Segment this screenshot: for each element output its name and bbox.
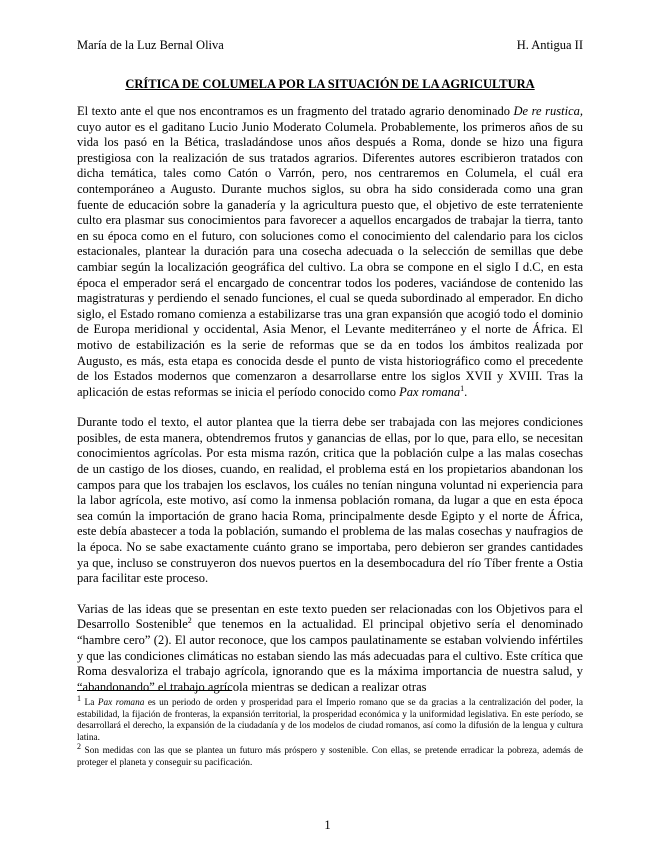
footnote-2 bbox=[77, 741, 583, 769]
paragraph-3-text-a: Varias de las ideas que se presentan en este texto pueden ser relacionadas con los Objetivos para el Desarrollo Sostenible bbox=[77, 601, 583, 632]
page-header bbox=[77, 38, 583, 53]
paragraph-2: Durante todo el texto, el autor plantea que la tierra debe ser trabajada con las mejores condiciones posibles, de esta manera, obtendremos frutos y ganancias de ellas, por lo que, para ello, se necesitan conocimientos agrícolas. Por esta misma razón, critica que la población culpe a las malas cosechas de un castigo de los dioses, cuando, en realidad, el problema está en los propietarios abandonan los campos para que los trabajen los esclavos, los cuáles no tenían ninguna voluntad ni experiencia para la labor agrícola, este motivo, así como la inmensa población romana, da lugar a que en esta época sea común la importación de grano hacia Roma, principalmente desde Egipto y el norte de África, este debía abastecer a toda la población, sumando el problema de las malas cosechas y naufragios de la época. No se sabe exactamente cuánto grano se importaba, pero debieron ser grandes cantidades ya que, incluso se construyeron dos nuevos puertos en la desembocadura del río Tíber frente a Ostia para facilitar este proceso. bbox=[77, 415, 583, 586]
document-title: CRÍTICA DE COLUMELA POR LA SITUACIÓN DE LA AGRICULTURA bbox=[125, 77, 535, 91]
paragraph-3-text-b: que tenemos en la actualidad. El principal objetivo sería el denominado “hambre cero” (2). El autor reconoce, que los campos paulatinamente se estaban volviendo infértiles y que las condiciones climáticas no estaban siendo las más adecuadas para el cultivo. Este crítica que Roma desvaloriza el trabajo agrícola, ignorando que es la máxima importancia de nuestra salud, y “abandonando” el trabajo agrícola mientras se dedican a realizar otras bbox=[77, 617, 584, 694]
page-number: 1 bbox=[324, 818, 331, 832]
footnotes bbox=[77, 693, 583, 771]
footnote-1-number: 1 bbox=[77, 693, 81, 703]
header-course: H. Antigua II bbox=[516, 38, 583, 52]
footnote-1-text-a: La bbox=[81, 698, 98, 708]
footnote-2-text: Son medidas con las que se plantea un futuro más próspero y sostenible. Con ellas, se pretende erradicar la pobreza, además de proteger el planeta y conseguir su pacificación. bbox=[77, 746, 583, 768]
footnote-1 bbox=[77, 693, 583, 744]
footnote-2-number: 2 bbox=[77, 741, 81, 751]
footnote-1-text-b: es un periodo de orden y prosperidad para el Imperio romano que se da gracias a la centralización del poder, la estabilidad, la fijación de fronteras, la expansión territorial, la prosperidad económica y la uniformidad legislativa. En este período, se desarrollará el derecho, la expansión de la ciudadanía y de los modelos de ciudad romanos, así como la difusión de la lengua y cultura latina. bbox=[77, 698, 583, 743]
work-title: De re rustica, bbox=[513, 104, 583, 118]
pax-romana-term: Pax romana bbox=[399, 384, 461, 399]
paragraph-3 bbox=[77, 602, 583, 696]
paragraph-1 bbox=[77, 104, 583, 400]
paragraph-1-text-a: El texto ante el que nos encontramos es un fragmento del tratado agrario denominado bbox=[77, 104, 514, 118]
paragraph-1-text-c: . bbox=[464, 384, 468, 399]
paragraph-1-text-b: cuyo autor es el gaditano Lucio Junio Moderato Columela. Probablemente, los primeros años de su vida los pasó en la Bética, trasladándose unos años después a Roma, donde se hizo una figura prestigiosa con la realización de sus tratados agrarios. Diferentes autores escribieron tratados con dicha temática, tales como Catón o Varrón, pero, nos centraremos en Columela, el cuál era contemporáneo a Augusto. Durante muchos siglos, su obra ha sido considerada como una gran fuente de educación sobre la ganadería y la agricultura puesto que, el objetivo de este terrateniente culto era plasmar sus conocimientos para favorecer a aquellos encargados de trabajar la tierra, tanto en su época como en el futuro, con soluciones como el conocimiento del calendario para los ciclos estacionales, plantear la duración para una cosecha adecuada o la selección de semillas que debe cambiar según la localización geográfica del cultivo. La obra se compone en el siglo I d.C, en esta época el emperador será el encargado de concentrar todos los poderes, vaciándose de contenido las magistraturas y perdiendo el senado funciones, el cual se queda subordinado al emperador. En dicho siglo, el Estado romano comienza a estabilizarse tras una gran expansión que acogió todo el dominio de Europa meridional y occidental, Asia Menor, el Levante mediterráneo y el norte de África. El motivo de estabilización es la serie de reformas que se da en todos los ámbitos realizada por Augusto, es más, esta etapa es conocida desde el punto de vista historiográfico como el precedente de los Estados modernos que comenzaron a desarrollarse entre los siglos XVII y XVIII. Tras la aplicación de estas reformas se inicia el período conocido como bbox=[77, 119, 583, 399]
footnote-separator bbox=[77, 690, 232, 691]
body-text bbox=[77, 104, 583, 695]
footnote-ref-1: 1 bbox=[460, 383, 465, 393]
header-author: María de la Luz Bernal Oliva bbox=[77, 38, 224, 52]
footnote-ref-2: 2 bbox=[187, 616, 192, 626]
footnote-1-term: Pax romana bbox=[97, 698, 145, 708]
